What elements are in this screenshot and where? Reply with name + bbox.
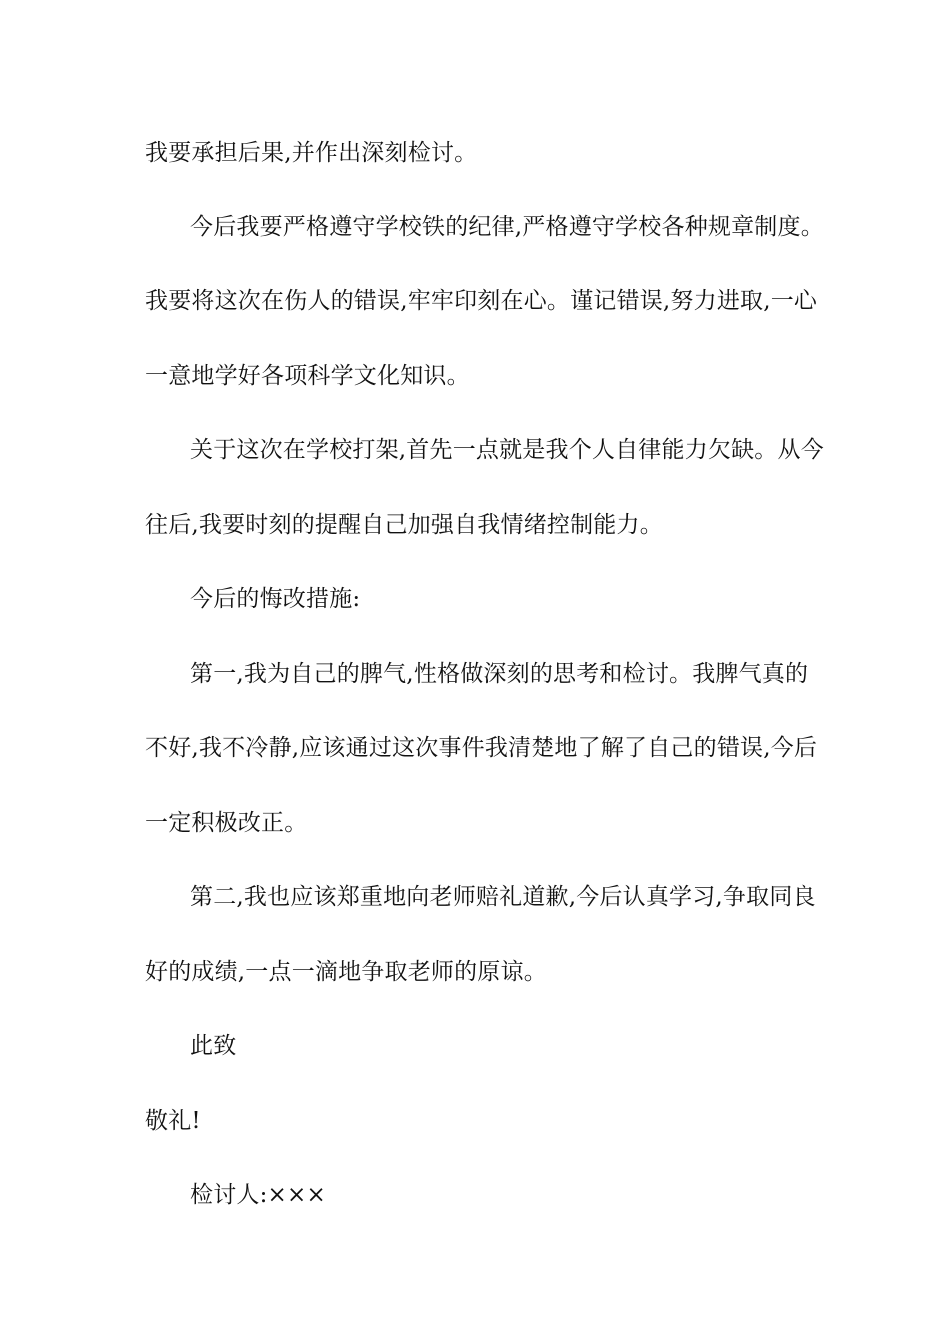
text-line: 不好,我不冷静,应该通过这次事件我清楚地了解了自己的错误,今后 bbox=[145, 735, 818, 761]
text-line: 一意地学好各项科学文化知识。 bbox=[145, 363, 470, 389]
closing-salutation: 此致 bbox=[190, 1033, 237, 1059]
text-line: 关于这次在学校打架,首先一点就是我个人自律能力欠缺。从今 bbox=[190, 437, 824, 463]
text-line: 好的成绩,一点一滴地争取老师的原谅。 bbox=[145, 959, 547, 985]
text-line: 今后的悔改措施: bbox=[190, 586, 361, 612]
text-line: 第一,我为自己的脾气,性格做深刻的思考和检讨。我脾气真的 bbox=[190, 661, 809, 687]
text-line: 今后我要严格遵守学校铁的纪律,严格遵守学校各种规章制度。 bbox=[190, 214, 824, 240]
text-line: 我要承担后果,并作出深刻检讨。 bbox=[145, 140, 478, 166]
text-line: 第二,我也应该郑重地向老师赔礼道歉,今后认真学习,争取同良 bbox=[190, 884, 816, 910]
text-line: 一定积极改正。 bbox=[145, 810, 308, 836]
text-line: 往后,我要时刻的提醒自己加强自我情绪控制能力。 bbox=[145, 512, 663, 538]
text-line: 我要将这次在伤人的错误,牢牢印刻在心。谨记错误,努力进取,一心 bbox=[145, 288, 818, 314]
signature-line: 检讨人:××× bbox=[190, 1182, 326, 1208]
closing-regards: 敬礼! bbox=[145, 1108, 201, 1134]
